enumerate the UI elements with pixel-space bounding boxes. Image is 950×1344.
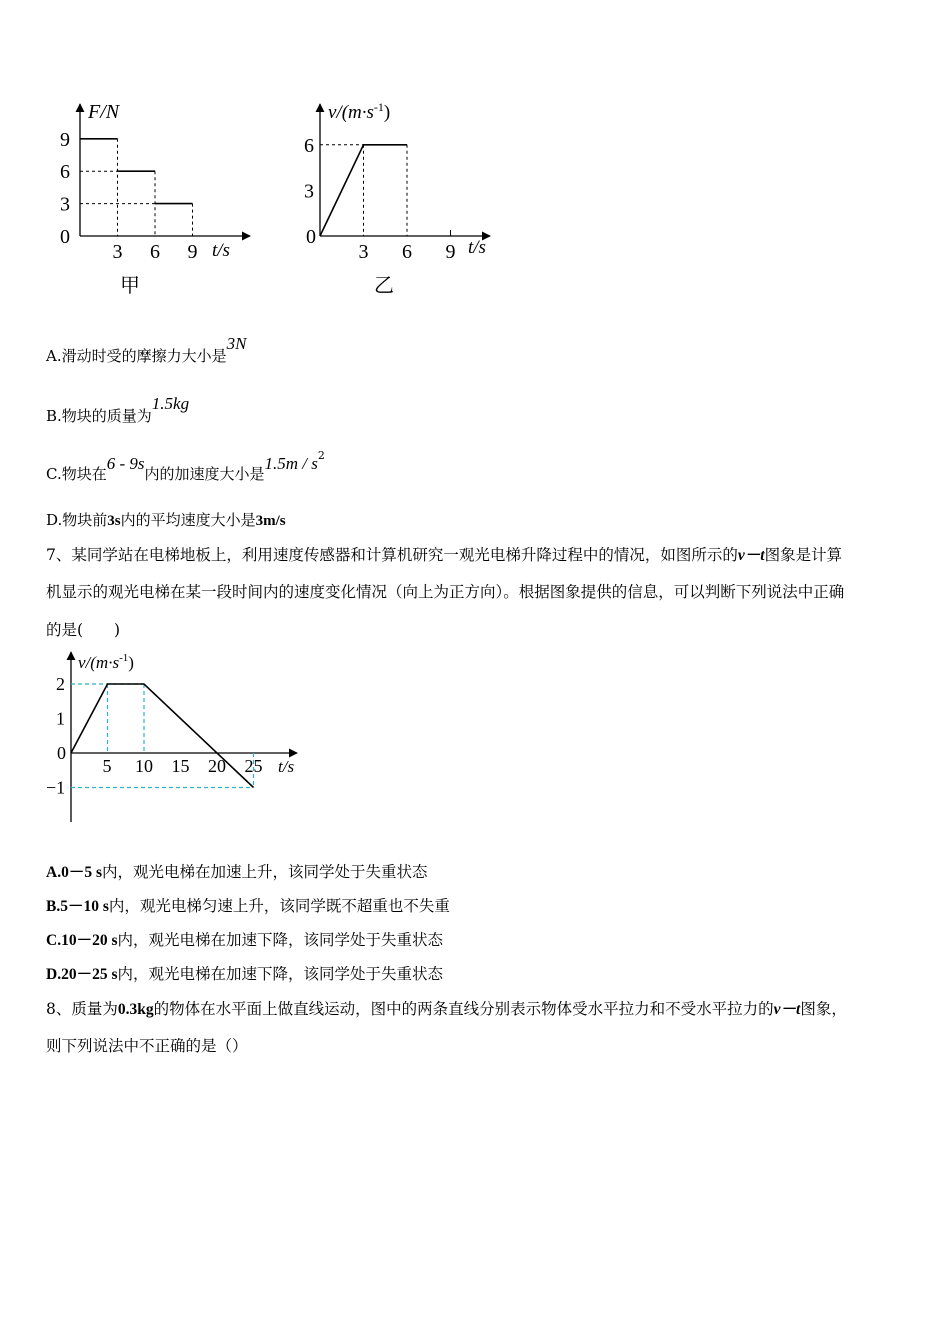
- q7-y-label-sup: -1: [119, 652, 129, 664]
- q7-y-label-close: ): [128, 653, 134, 672]
- q7-option-c-bold: C.10－20 s: [46, 932, 118, 949]
- q6-option-c-math2: 1.5m / s: [264, 454, 318, 473]
- q6-option-a-text: A.滑动时受的摩擦力大小是: [46, 347, 227, 365]
- q7-option-c: [46, 928, 443, 950]
- q7-y-tick-label: 2: [56, 674, 65, 694]
- q6-option-d-text: D.物块前: [46, 511, 108, 529]
- q7-y-tick-label: −1: [46, 777, 66, 798]
- q7-stem-line1: [46, 543, 842, 565]
- q6-option-c-pre: C.物块在: [46, 465, 107, 483]
- q7-x-tick-label: 15: [171, 756, 190, 776]
- figure-q7: [40, 644, 310, 829]
- q6-option-b-text: B.物块的质量为: [46, 407, 152, 425]
- q7-option-d-text: 内，观光电梯在加速下降，该同学处于失重状态: [117, 965, 443, 983]
- yi-x-tick-label: 6: [402, 241, 412, 263]
- q7-origin: 0: [57, 743, 66, 763]
- q7-x-tick-label: 10: [135, 756, 153, 776]
- q6-option-d: [46, 509, 286, 530]
- q8-stem-line1: [46, 997, 847, 1019]
- q6-option-d-bold2: 3m/s: [255, 513, 286, 529]
- q6-option-c: [46, 449, 325, 484]
- yi-x-tick-label: 3: [358, 241, 369, 263]
- q8-line1-pre: 8、质量为: [46, 1000, 118, 1018]
- jia-caption: 甲: [120, 275, 140, 297]
- q7-line1-var: v－t: [737, 547, 765, 564]
- yi-y-label-close: ): [383, 102, 391, 123]
- q8-line1-mid: 的物体在水平面上做直线运动，图中的两条直线分别表示物体受水平拉力和不受水平拉力的: [153, 1000, 774, 1018]
- q6-option-c-sup: 2: [317, 449, 325, 462]
- q7-option-b: [46, 894, 450, 916]
- q7-option-a-bold: A.0－5 s: [46, 864, 102, 881]
- q7-y-label-main: v/(m·s: [78, 653, 120, 672]
- q7-x-tick-label: 20: [208, 756, 226, 776]
- q7-y-tick-label: 1: [56, 708, 65, 729]
- q8-line1-bold: 0.3kg: [117, 1001, 154, 1018]
- q6-option-b-math: 1.5kg: [151, 394, 190, 413]
- yi-y-label-main: v/(m·s: [328, 102, 374, 123]
- q7-option-a: [46, 860, 428, 882]
- q7-line1-post: 图象是计算: [764, 546, 843, 564]
- q7-option-d-bold: D.20－25 s: [46, 966, 118, 983]
- yi-y-tick-label: 3: [304, 180, 314, 203]
- yi-x-tick-label: 9: [445, 241, 456, 263]
- yi-origin: 0: [306, 226, 316, 248]
- q8-line1-var: v－t: [773, 1001, 801, 1018]
- q7-stem-line3: [46, 618, 120, 640]
- figure-jia: [50, 96, 270, 296]
- jia-origin: 0: [60, 226, 70, 248]
- q6-option-d-bold1: 3s: [107, 513, 121, 529]
- q7-option-a-text: 内，观光电梯在加速上升，该同学处于失重状态: [101, 863, 428, 881]
- jia-y-tick-label: 3: [60, 193, 70, 216]
- q7-x-tick-label: 5: [102, 756, 112, 776]
- q6-option-b: [46, 394, 190, 426]
- q7-option-b-bold: B.5－10 s: [46, 898, 109, 915]
- jia-y-tick-label: 9: [60, 128, 70, 151]
- jia-x-tick-label: 3: [112, 241, 123, 263]
- jia-x-tick-label: 9: [187, 241, 198, 263]
- q8-stem-line2: [46, 1034, 248, 1056]
- q7-stem-line2: [46, 580, 844, 602]
- q8-line1-post: 图象，: [800, 1000, 847, 1018]
- yi-y-label-sup: -1: [373, 100, 384, 114]
- jia-y-tick-label: 6: [60, 161, 70, 184]
- q7-option-d: [46, 962, 443, 984]
- yi-y-label: [328, 100, 390, 123]
- q6-option-a-math: 3N: [226, 334, 247, 353]
- yi-y-tick-label: 6: [304, 134, 314, 157]
- q8-line2: 则下列说法中不正确的是（）: [46, 1037, 248, 1055]
- jia-x-label: t/s: [212, 240, 230, 261]
- yi-caption: 乙: [374, 275, 394, 297]
- q7-velocity-line: [71, 684, 254, 788]
- jia-y-label: F/N: [88, 101, 120, 123]
- q6-option-a: [46, 334, 247, 366]
- q7-x-tick-label: 25: [244, 756, 263, 776]
- q7-y-label: [78, 652, 134, 672]
- q7-option-c-text: 内，观光电梯在加速下降，该同学处于失重状态: [117, 931, 443, 949]
- yi-x-label: t/s: [468, 237, 486, 258]
- figure-yi: [290, 96, 510, 296]
- q6-option-d-mid: 内的平均速度大小是: [120, 511, 256, 529]
- q7-line3: 的是( ): [46, 621, 121, 639]
- q6-option-c-math1: 6 - 9s: [106, 454, 145, 473]
- q7-line1-pre: 7、某同学站在电梯地板上，利用速度传感器和计算机研究一观光电梯升降过程中的情况，如图所示的: [46, 546, 738, 564]
- q7-x-label: t/s: [278, 757, 295, 776]
- q6-option-c-mid: 内的加速度大小是: [144, 465, 265, 483]
- jia-x-tick-label: 6: [150, 241, 160, 263]
- q7-option-b-text: 内，观光电梯匀速上升，该同学既不超重也不失重: [108, 897, 450, 915]
- q7-line2: 机显示的观光电梯在某一段时间内的速度变化情况（向上为正方向）。根据图象提供的信息，可以判断下列说法中正确: [46, 583, 845, 601]
